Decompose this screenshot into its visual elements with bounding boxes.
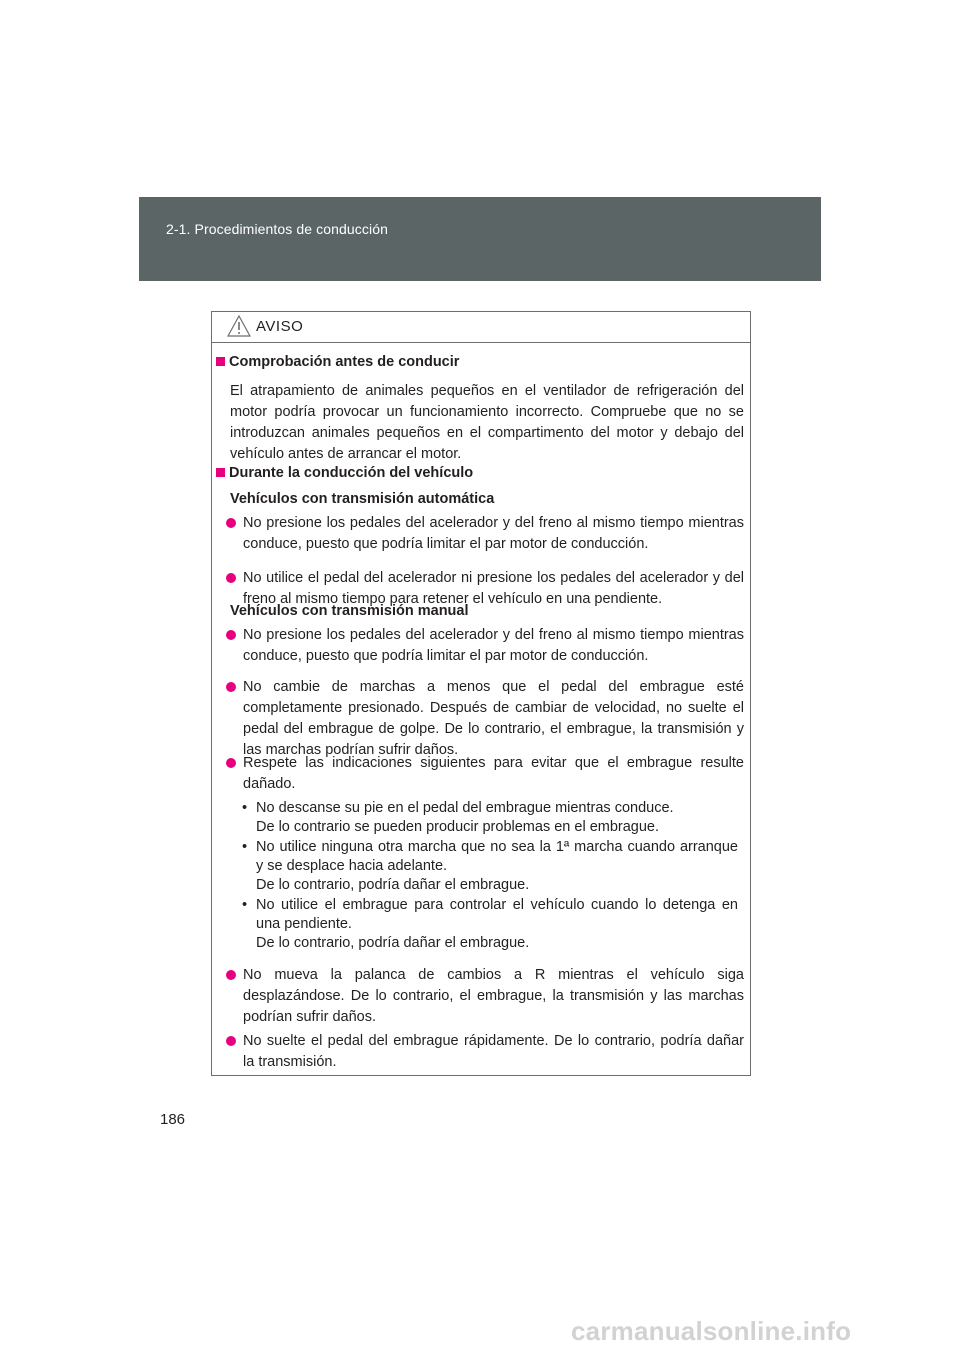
sub-item-line: De lo contrario, podría dañar el embrague. bbox=[256, 935, 530, 951]
round-bullet-icon bbox=[226, 1036, 236, 1046]
warning-title: AVISO bbox=[256, 318, 304, 335]
square-bullet-icon bbox=[216, 468, 225, 477]
sub-list-item bbox=[242, 838, 738, 895]
subheading-automatic: Vehículos con transmisión automática bbox=[230, 491, 495, 507]
sub-item-line: No utilice el embrague para controlar el vehículo cuando lo detenga en una pendiente. bbox=[256, 897, 738, 932]
list-item bbox=[226, 513, 744, 555]
list-item bbox=[226, 965, 744, 1028]
section-heading-text: Comprobación antes de conducir bbox=[229, 354, 460, 370]
watermark: carmanualsonline.info bbox=[571, 1316, 852, 1346]
sub-bullet-icon: • bbox=[242, 897, 248, 913]
sub-list-item bbox=[242, 799, 738, 837]
sub-list-item bbox=[242, 896, 738, 953]
sub-bullet-icon: • bbox=[242, 839, 248, 855]
section-title: 2-1. Procedimientos de conducción bbox=[166, 221, 388, 237]
sub-item-line: De lo contrario se pueden producir problemas en el embrague. bbox=[256, 819, 660, 835]
list-item-text: Respete las indicaciones siguientes para evitar que el embrague resulte dañado. bbox=[243, 755, 744, 792]
warning-triangle-icon bbox=[227, 315, 251, 337]
round-bullet-icon bbox=[226, 518, 236, 528]
sub-item-line: No utilice ninguna otra marcha que no sea la 1ª marcha cuando arranque y se desplace hacia adelante. bbox=[256, 839, 738, 874]
warning-box bbox=[211, 311, 751, 1076]
section-heading-text: Durante la conducción del vehículo bbox=[229, 465, 474, 481]
list-item bbox=[226, 753, 744, 795]
list-item-text: No presione los pedales del acelerador y del freno al mismo tiempo mientras conduce, puesto que podría limitar el par motor de conducción. bbox=[243, 515, 744, 552]
section-paragraph: El atrapamiento de animales pequeños en el ventilador de refrigeración del motor podría provocar un funcionamiento incorrecto. Compruebe que no se introduzcan animales pequeños en el compartimento del motor y debajo del vehículo antes de arrancar el motor. bbox=[230, 383, 744, 462]
square-bullet-icon bbox=[216, 357, 225, 366]
section-heading-driving bbox=[216, 465, 473, 481]
sub-item-line: De lo contrario, podría dañar el embrague. bbox=[256, 877, 530, 893]
round-bullet-icon bbox=[226, 682, 236, 692]
warning-header bbox=[212, 312, 750, 343]
section-heading-check bbox=[216, 354, 459, 370]
round-bullet-icon bbox=[226, 630, 236, 640]
round-bullet-icon bbox=[226, 573, 236, 583]
list-item bbox=[226, 677, 744, 761]
list-item bbox=[226, 625, 744, 667]
round-bullet-icon bbox=[226, 970, 236, 980]
list-item bbox=[226, 1031, 744, 1073]
section-header-band bbox=[139, 197, 821, 281]
list-item-text: No presione los pedales del acelerador y del freno al mismo tiempo mientras conduce, puesto que podría limitar el par motor de conducción. bbox=[243, 627, 744, 664]
list-item-text: No cambie de marchas a menos que el pedal del embrague esté completamente presionado. Después de cambiar de velocidad, no suelte el pedal del embrague de golpe. De lo contrario, el embrague, la transmisión y las marchas podrían sufrir daños. bbox=[243, 679, 744, 758]
list-item-text: No utilice el pedal del acelerador ni presione los pedales del acelerador y del freno al mismo tiempo para retener el vehículo en una pendiente. bbox=[243, 570, 744, 607]
round-bullet-icon bbox=[226, 758, 236, 768]
subheading-manual: Vehículos con transmisión manual bbox=[230, 603, 469, 619]
sub-item-line: No descanse su pie en el pedal del embrague mientras conduce. bbox=[256, 800, 674, 816]
list-item-text: No suelte el pedal del embrague rápidamente. De lo contrario, podría dañar la transmisión. bbox=[243, 1033, 744, 1070]
page-number: 186 bbox=[160, 1111, 186, 1128]
sub-bullet-icon: • bbox=[242, 800, 248, 816]
list-item-text: No mueva la palanca de cambios a R mientras el vehículo siga desplazándose. De lo contrario, el embrague, la transmisión y las marchas podrían sufrir daños. bbox=[243, 967, 744, 1025]
